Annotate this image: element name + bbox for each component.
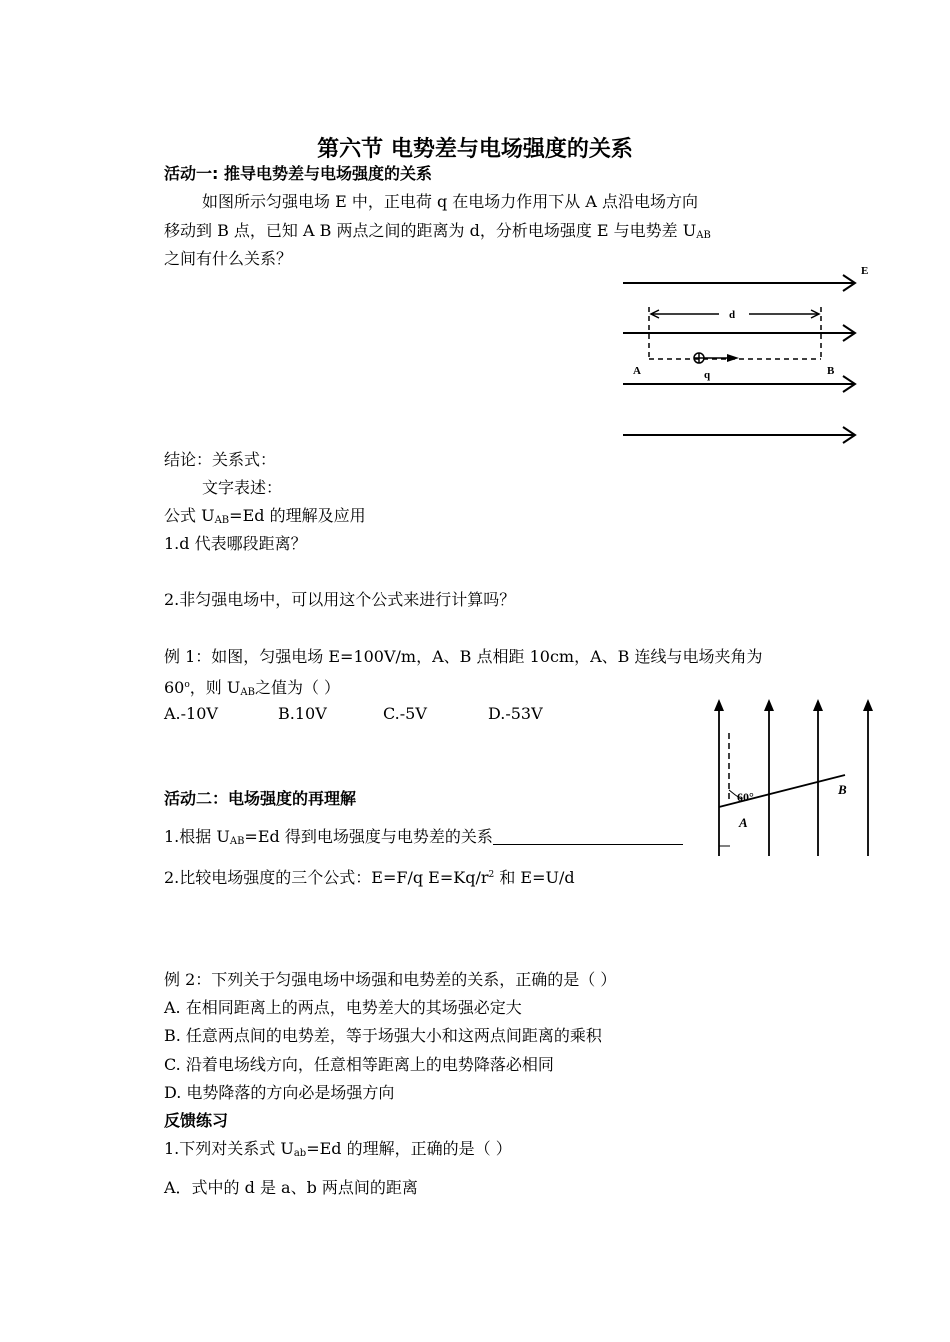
example1-option-a: A.-10V [164,704,218,723]
activity1-paragraph-line2: 移动到 B 点，已知 A B 两点之间的距离为 d，分析电场强度 E 与电势差 $U_{AB}$ [164,221,711,241]
question-1: 1.d 代表哪段距离？ [164,534,307,553]
example2-option-b: B. 任意两点间的电势差，等于场强大小和这两点间距离的乘积 [164,1026,602,1045]
example2-option-d: D. 电势降落的方向必是场强方向 [164,1083,395,1102]
conclusion-formula: 结论：关系式： [164,450,277,469]
label-A: A [633,365,641,377]
example1-line1: 例 1：如图，匀强电场 E=100V/m，A、B 点相距 10cm，A、B 连线与电场夹角为 [164,647,763,666]
field-diagram-2 [700,695,885,870]
label-q: q [704,369,711,381]
activity2-line2: 2.比较电场强度的三个公式：E=F/q $E=Kq/r^2$ 和 E=U/d [164,868,575,887]
example1-line2: 60$^o$，则 $U_{AB}$之值为（ ） [164,678,341,698]
example1-options [164,703,543,725]
feedback-option-a: A．式中的 d 是 a、b 两点间的距离 [164,1178,418,1197]
feedback-heading: 反馈练习 [164,1111,229,1130]
question-2: 2.非匀强电场中，可以用这个公式来进行计算吗？ [164,590,516,609]
point-A-label: A [739,815,748,830]
activity2-heading: 活动二：电场强度的再理解 [164,789,357,808]
example1-option-d: D.-53V [488,704,543,723]
feedback-question-1: 1.下列对关系式 $U_{ab}=Ed$ 的理解，正确的是（ ） [164,1139,512,1159]
example1-option-c: C.-5V [383,704,427,723]
example1-option-b: B.10V [278,704,327,723]
example2-option-c: C. 沿着电场线方向，任意相等距离上的电势降落必相同 [164,1055,554,1074]
example2-stem: 例 2：下列关于匀强电场中场强和电势差的关系，正确的是（ ） [164,970,617,989]
label-E: E [861,265,869,277]
activity1-paragraph-line1: 如图所示匀强电场 E 中，正电荷 q 在电场力作用下从 A 点沿电场方向 [202,192,698,211]
page-title: 第六节 电势差与电场强度的关系 [317,137,633,162]
angle-label: 60° [737,790,754,804]
answer-blank[interactable] [493,828,683,845]
example2-option-a: A. 在相同距离上的两点，电势差大的其场强必定大 [164,998,522,1017]
point-B-label: B [838,782,847,797]
formula-understanding: 公式 $U_{AB}=Ed$ 的理解及应用 [164,506,366,526]
label-B: B [827,365,835,377]
activity2-line1: 1.根据 $U_{AB}=Ed$ 得到电场强度与电势差的关系 [164,826,683,853]
activity1-paragraph-line3: 之间有什么关系？ [164,249,293,268]
activity1-heading: 活动一: 推导电势差与电场强度的关系 [164,164,432,183]
label-d: d [729,309,736,321]
conclusion-text: 文字表述： [202,478,283,497]
field-diagram-1 [615,262,880,452]
